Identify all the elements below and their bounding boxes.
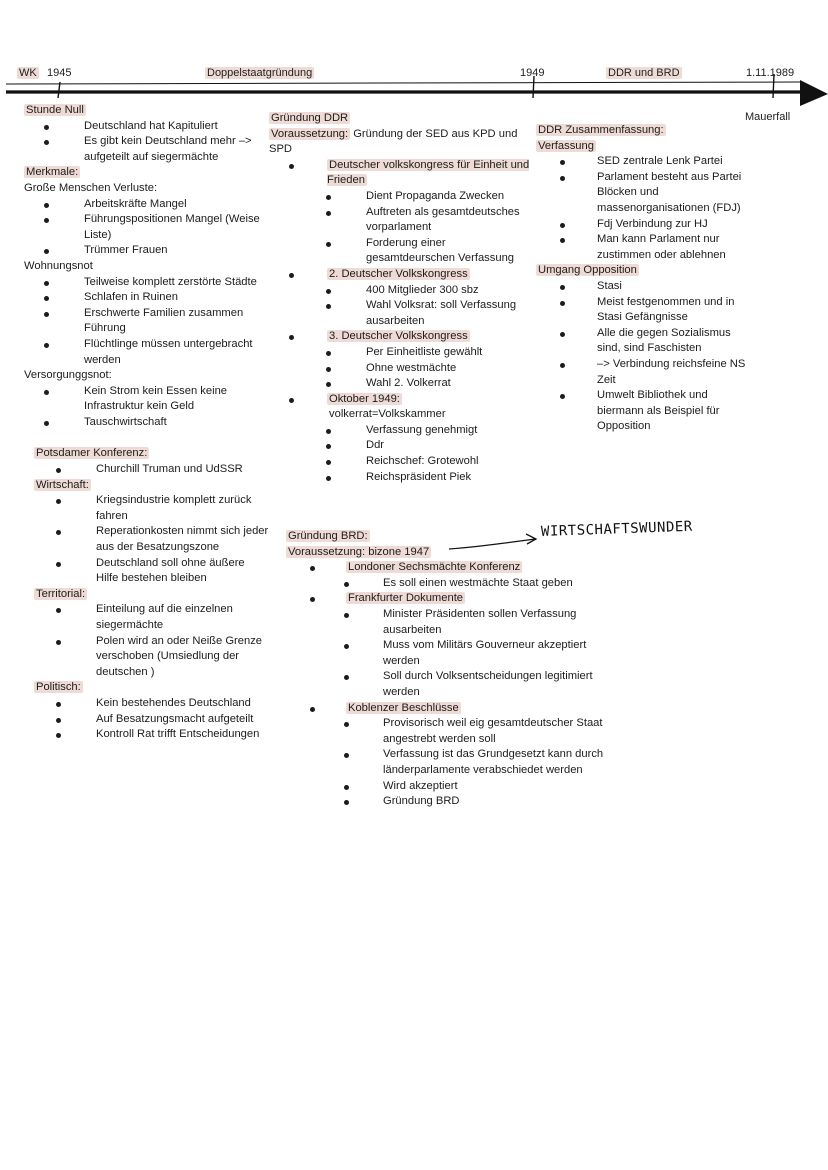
bullet-text: Schlafen in Ruinen: [84, 291, 178, 304]
bullet-item: [536, 154, 756, 170]
bullet-item: [24, 134, 269, 165]
bullet-text: Erschwerte Familien zusammen Führung: [84, 306, 244, 335]
bullet-text: Wahl Volksrat: soll Verfassung ausarbeiten: [366, 299, 517, 327]
bullet-text: Einteilung auf die einzelnen siegermächte: [96, 603, 233, 631]
section-heading: [24, 680, 269, 696]
bullet-text: 2. Deutscher Volkskongress: [329, 267, 468, 280]
bullet-text: Churchill Truman und UdSSR: [96, 463, 243, 476]
bullet-item: [286, 747, 606, 778]
bullet-text: Stasi: [597, 279, 622, 292]
timeline-label-doppelstaatgruendung: Doppelstaatgründung: [207, 67, 313, 79]
bullet-item: [24, 290, 269, 306]
bullet-item: [269, 158, 531, 189]
bullet-item: [286, 560, 606, 576]
section-heading: [24, 587, 269, 603]
bullet-text: Oktober 1949:: [329, 392, 400, 405]
bullet-text: Reichspräsident Piek: [366, 470, 472, 483]
bullet-item: [286, 701, 606, 717]
bullet-item: [24, 212, 269, 243]
bullet-item: [269, 454, 531, 470]
bullet-text: Wird akzeptiert: [383, 779, 458, 792]
bullet-text: Tauschwirtschaft: [84, 415, 167, 428]
bullet-item: [24, 712, 269, 728]
bullet-item: [269, 329, 531, 345]
heading-text: Voraussetzung: bizone 1947: [288, 545, 430, 558]
text-line: [24, 181, 269, 197]
bullet-text: Teilweise komplett zerstörte Städte: [84, 275, 257, 288]
bullet-item: [24, 727, 269, 743]
bullet-text: Gründung BRD: [383, 795, 460, 808]
bullet-text: Arbeitskräfte Mangel: [84, 197, 187, 210]
line-text: Gründung der SED aus KPD und SPD: [269, 127, 518, 156]
timeline-label-wk: WK: [19, 67, 37, 79]
bullet-text: Per Einheitliste gewählt: [366, 345, 483, 358]
bullet-item: [24, 337, 269, 368]
timeline-label-1989: 1.11.1989: [746, 67, 795, 79]
heading-text: Umgang Opposition: [538, 264, 637, 277]
heading-text: Gründung DDR: [271, 112, 349, 124]
bullet-text: –> Verbindung reichsfeine NS Zeit: [597, 357, 746, 386]
timeline-arrow: [0, 0, 828, 110]
bullet-text: Trümmer Frauen: [84, 244, 168, 257]
bullet-text: Auf Besatzungsmacht aufgeteilt: [96, 712, 254, 725]
bullet-item: [269, 189, 531, 205]
bullet-item: [286, 576, 606, 592]
bullet-text: Es gibt kein Deutschland mehr –> aufgeteilt auf siegermächte: [84, 135, 252, 163]
bullet-item: [536, 357, 756, 388]
bullet-item: [269, 470, 531, 486]
bullet-item: [24, 275, 269, 291]
bullet-text: Dient Propaganda Zwecken: [366, 189, 505, 202]
bullet-item: [286, 669, 606, 700]
bullet-text: Deutscher volkskongress für Einheit und Frieden: [327, 158, 530, 187]
bullet-item: [24, 306, 269, 337]
line-text: Wohnungsnot: [24, 259, 93, 272]
bullet-text: Flüchtlinge müssen untergebracht werden: [84, 337, 253, 366]
bullet-text: Parlament besteht aus Partei Blöcken und massenorganisationen (FDJ): [597, 170, 742, 214]
bullet-item: [269, 298, 531, 329]
bullet-item: [269, 376, 531, 392]
bullet-item: [24, 119, 269, 135]
text-line: [269, 127, 531, 158]
timeline-label-1945: 1945: [47, 67, 72, 79]
section-heading: [24, 446, 269, 462]
bullet-text: Ddr: [366, 439, 385, 452]
bullet-item: [24, 602, 269, 633]
bullet-item: [269, 438, 531, 454]
bullet-text: Kein bestehendes Deutschland: [96, 696, 251, 709]
bullet-text: Kontroll Rat trifft Entscheidungen: [96, 728, 260, 741]
line-text: Versorgunggsnot:: [24, 369, 112, 382]
column-ddr-zusammenfassung: [536, 123, 756, 435]
bullet-text: Ohne westmächte: [366, 361, 457, 374]
bullet-item: [269, 205, 531, 236]
bullet-item: [24, 384, 269, 415]
section-heading: [24, 478, 269, 494]
heading-text: Wirtschaft:: [36, 478, 89, 491]
section-heading: [536, 139, 756, 155]
bullet-item: [269, 267, 531, 283]
bullet-item: [24, 197, 269, 213]
text-line: [24, 368, 269, 384]
bullet-text: Reperationkosten nimmt sich jeder aus der Besatzungszone: [96, 525, 269, 554]
heading-text: Verfassung: [538, 139, 594, 152]
section-heading: [536, 123, 756, 139]
bullet-item: [269, 345, 531, 361]
handwritten-wirtschaftswunder: WIRTSCHAFTSWUNDER: [540, 518, 693, 540]
bullet-text: SED zentrale Lenk Partei: [597, 155, 723, 168]
bullet-text: Man kann Parlament nur zustimmen oder ablehnen: [597, 233, 726, 261]
bullet-text: Alle die gegen Sozialismus sind, sind Faschisten: [597, 326, 731, 355]
heading-text: DDR Zusammenfassung:: [538, 124, 664, 136]
timeline-label-1949: 1949: [520, 67, 545, 79]
bullet-item: [24, 634, 269, 681]
bullet-text: Soll durch Volksentscheidungen legitimiert werden: [383, 670, 593, 698]
bullet-item: [536, 232, 756, 263]
bullet-item: [24, 556, 269, 587]
section-heading: [269, 111, 531, 127]
text-line: [269, 407, 531, 423]
bullet-item: [286, 607, 606, 638]
bullet-text: Polen wird an oder Neiße Grenze verschoben (Umsiedlung der deutschen ): [96, 634, 263, 678]
bullet-item: [24, 243, 269, 259]
bullet-text: Provisorisch weil eig gesamtdeutscher Staat angestrebt werden soll: [383, 717, 603, 745]
bullet-item: [536, 326, 756, 357]
bullet-item: [24, 524, 269, 555]
bullet-text: Forderung einer gesamtdeurschen Verfassung: [366, 236, 515, 265]
bullet-item: [24, 493, 269, 524]
bullet-item: [536, 295, 756, 326]
heading-text: Stunde Null: [26, 104, 84, 116]
timeline-label-ddr-und-brd: DDR und BRD: [608, 67, 680, 79]
bullet-item: [269, 361, 531, 377]
timeline-label-mauerfall: Mauerfall: [745, 111, 791, 123]
bullet-text: Kriegsindustrie komplett zurück fahren: [96, 494, 252, 522]
bullet-item: [286, 779, 606, 795]
bullet-text: Meist festgenommen und in Stasi Gefängnisse: [597, 295, 735, 324]
column-nachkriegszeit: [24, 103, 269, 743]
bullet-text: Minister Präsidenten sollen Verfassung ausarbeiten: [383, 607, 577, 636]
bullet-text: Verfassung ist das Grundgesetzt kann durch länderparlamente verabschiedet werden: [383, 748, 604, 776]
heading-text: Gründung BRD:: [288, 530, 368, 542]
bullet-item: [286, 794, 606, 810]
bullet-text: Wahl 2. Volkerrat: [366, 377, 451, 390]
bullet-item: [286, 591, 606, 607]
text-line: [24, 259, 269, 275]
bullet-text: Umwelt Bibliothek und biermann als Beispiel für Opposition: [597, 389, 720, 433]
bullet-item: [269, 392, 531, 408]
bullet-text: 3. Deutscher Volkskongress: [329, 330, 468, 343]
section-heading: [24, 165, 269, 181]
bullet-text: Kein Strom kein Essen keine Infrastruktur kein Geld: [84, 384, 228, 413]
bullet-item: [24, 462, 269, 478]
bullet-text: Es soll einen westmächte Staat geben: [383, 576, 573, 589]
bullet-text: Koblenzer Beschlüsse: [348, 701, 459, 714]
heading-text: Territorial:: [36, 587, 86, 600]
bullet-text: Frankfurter Dokumente: [348, 592, 464, 605]
heading-text: Potsdamer Konferenz:: [36, 447, 148, 460]
column-gruendung-ddr: [269, 111, 531, 485]
bullet-item: [269, 283, 531, 299]
text-prefix: Voraussetzung:: [271, 127, 349, 140]
bullet-item: [286, 638, 606, 669]
spacer: [24, 430, 269, 446]
column-gruendung-brd: [286, 529, 606, 810]
bullet-item: [536, 279, 756, 295]
line-text: Große Menschen Verluste:: [24, 181, 158, 194]
bullet-text: Fdj Verbindung zur HJ: [597, 217, 708, 230]
bullet-text: Führungspositionen Mangel (Weise Liste): [84, 213, 260, 241]
section-heading: [24, 103, 269, 119]
section-heading: [536, 263, 756, 279]
bullet-item: [286, 716, 606, 747]
bullet-text: 400 Mitglieder 300 sbz: [366, 283, 479, 296]
bullet-item: [536, 217, 756, 233]
bullet-item: [536, 388, 756, 435]
bullet-text: Auftreten als gesamtdeutsches vorparlament: [366, 205, 520, 234]
heading-text: Merkmale:: [26, 166, 79, 179]
bullet-text: Muss vom Militärs Gouverneur akzeptiert werden: [383, 639, 587, 667]
bullet-item: [269, 236, 531, 267]
heading-text: Politisch:: [36, 681, 81, 694]
arrow-to-wirtschaftswunder: [446, 528, 546, 558]
line-text: volkerrat=Volkskammer: [329, 408, 446, 421]
bullet-text: Verfassung genehmigt: [366, 423, 478, 436]
bullet-item: [269, 423, 531, 439]
bullet-text: Londoner Sechsmächte Konferenz: [348, 561, 521, 574]
bullet-text: Deutschland soll ohne äußere Hilfe bestehen bleiben: [96, 556, 245, 585]
bullet-item: [24, 415, 269, 431]
bullet-text: Reichschef: Grotewohl: [366, 455, 479, 468]
bullet-item: [536, 170, 756, 217]
bullet-item: [24, 696, 269, 712]
bullet-text: Deutschland hat Kapituliert: [84, 119, 218, 132]
